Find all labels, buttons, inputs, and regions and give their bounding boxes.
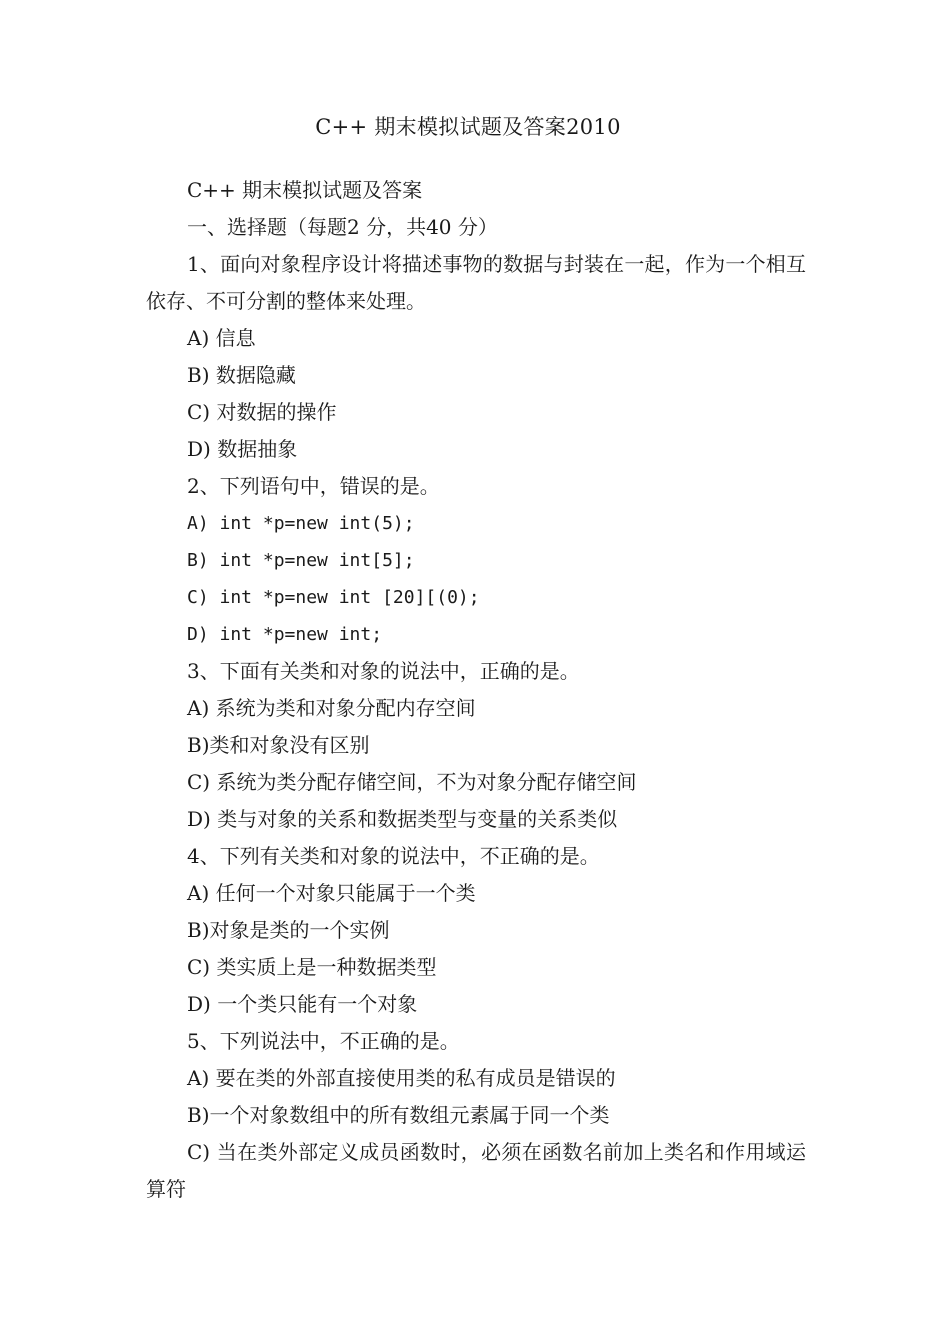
question-3-stem: 3、下面有关类和对象的说法中，正确的是。 — [187, 659, 580, 683]
question-1-option-a: A) 信息 — [187, 326, 256, 350]
question-5-option-b: B)一个对象数组中的所有数组元素属于同一个类 — [187, 1103, 610, 1127]
question-1-option-c: C) 对数据的操作 — [187, 400, 337, 424]
question-2-option-d: D) int *p=new int; — [187, 624, 383, 645]
question-2-stem: 2、下列语句中，错误的是。 — [187, 474, 440, 498]
question-5-option-a: A) 要在类的外部直接使用类的私有成员是错误的 — [187, 1066, 616, 1090]
question-2-option-c: C) int *p=new int [20][(0); — [187, 587, 480, 608]
question-3-option-a: A) 系统为类和对象分配内存空间 — [187, 696, 476, 720]
question-3-option-c: C) 系统为类分配存储空间，不为对象分配存储空间 — [187, 770, 637, 794]
question-4-stem: 4、下列有关类和对象的说法中，不正确的是。 — [187, 844, 600, 868]
question-1-option-b: B) 数据隐藏 — [187, 363, 296, 387]
question-4-option-a: A) 任何一个对象只能属于一个类 — [187, 881, 476, 905]
question-3-option-b: B)类和对象没有区别 — [187, 733, 370, 757]
question-5-option-c: C) 当在类外部定义成员函数时，必须在函数名前加上类名和作用域运算符 — [146, 1140, 806, 1201]
document-body — [146, 172, 806, 1208]
question-1-stem: 1、面向对象程序设计将描述事物的数据与封装在一起，作为一个相互依存、不可分割的整体来处理。 — [146, 252, 806, 313]
question-3-option-d: D) 类与对象的关系和数据类型与变量的关系类似 — [187, 807, 618, 831]
question-4-option-b: B)对象是类的一个实例 — [187, 918, 390, 942]
question-4-option-d: D) 一个类只能有一个对象 — [187, 992, 418, 1016]
question-2-option-b: B) int *p=new int[5]; — [187, 550, 415, 571]
document-subtitle: C++ 期末模拟试题及答案 — [187, 178, 423, 202]
question-4-option-c: C) 类实质上是一种数据类型 — [187, 955, 437, 979]
question-2-option-a: A) int *p=new int(5); — [187, 513, 415, 534]
question-5-stem: 5、下列说法中，不正确的是。 — [187, 1029, 460, 1053]
document-title: C++ 期末模拟试题及答案2010 — [315, 115, 621, 139]
question-1-option-d: D) 数据抽象 — [187, 437, 298, 461]
section-heading: 一、选择题（每题2 分，共40 分） — [187, 215, 498, 239]
